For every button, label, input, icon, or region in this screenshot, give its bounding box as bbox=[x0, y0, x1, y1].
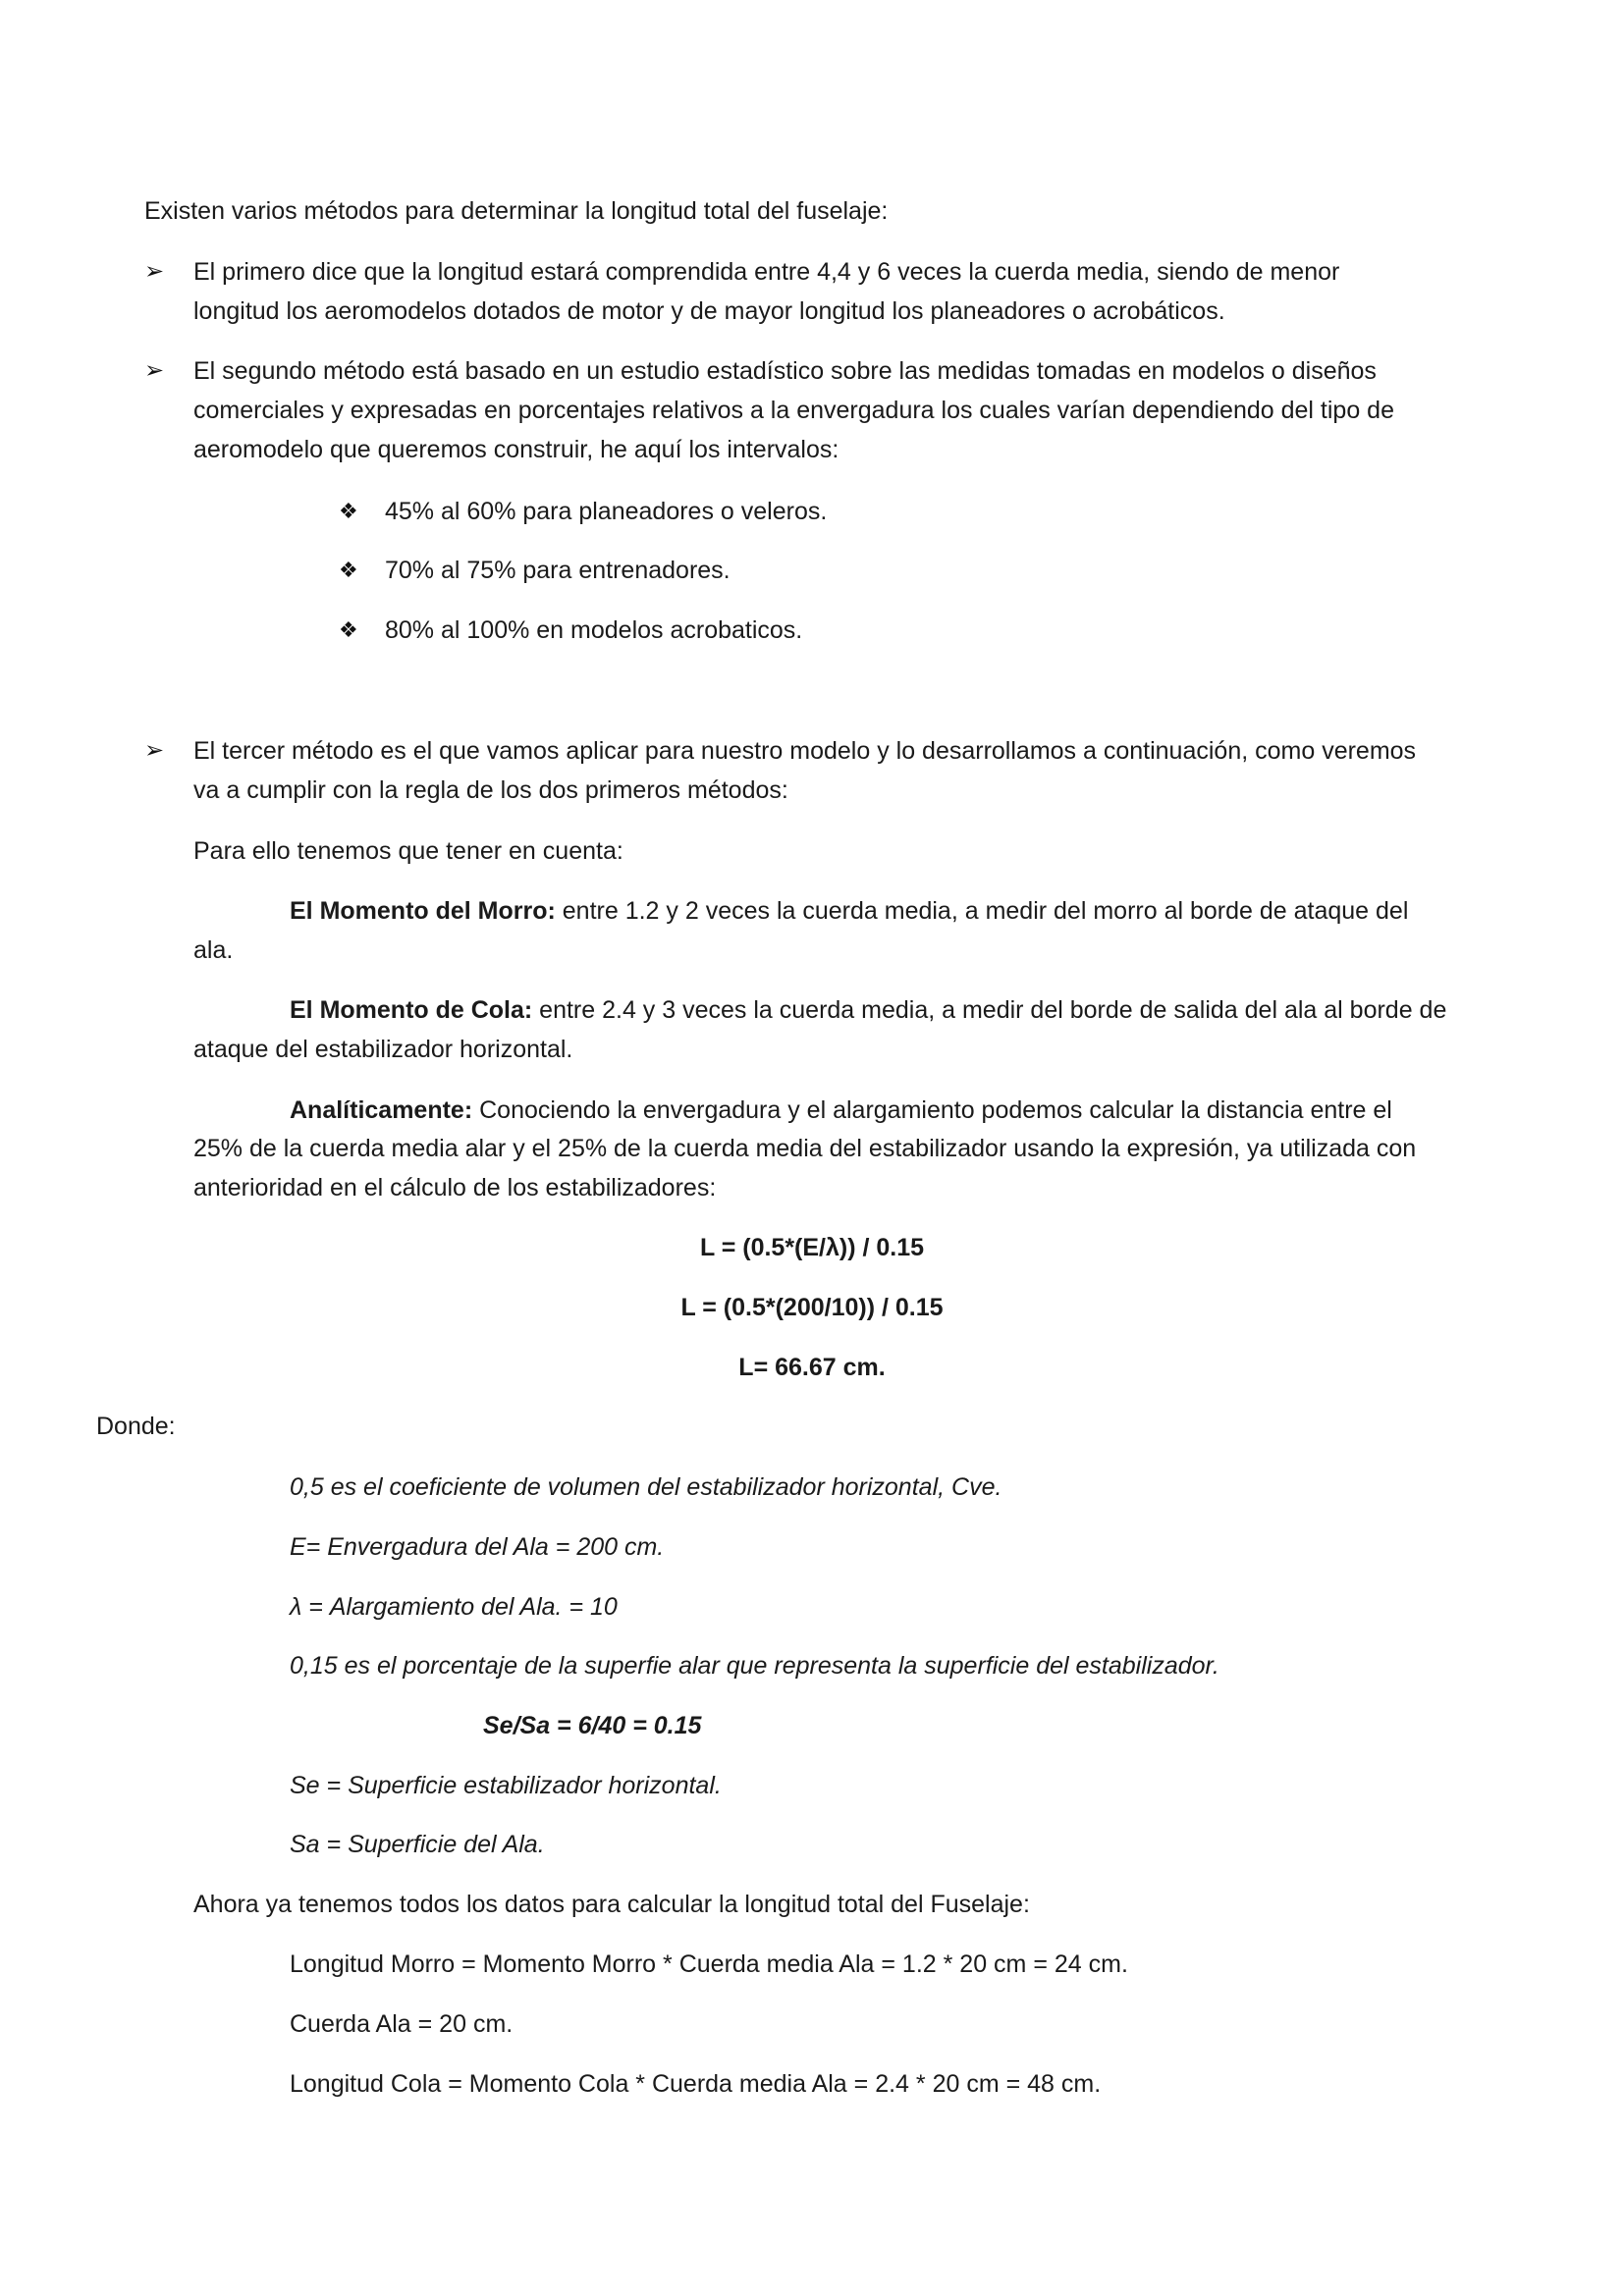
method1-line1: El primero dice que la longitud estará comprendida entre 4,4 y 6 veces la cuerda media, siendo de menor bbox=[193, 258, 1340, 286]
arrow-bullet-icon: ➢ bbox=[144, 258, 165, 285]
formula-result: L= 66.67 cm. bbox=[738, 1354, 886, 1381]
method1-line2: longitud los aeromodelos dotados de motor y de mayor longitud los planeadores o acrobáticos. bbox=[193, 297, 1225, 325]
ratio-formula: Se/Sa = 6/40 = 0.15 bbox=[483, 1712, 702, 1739]
sa-definition: Sa = Superficie del Ala. bbox=[290, 1831, 545, 1858]
formula-general: L = (0.5*(E/λ)) / 0.15 bbox=[699, 1234, 925, 1261]
longitud-morro: Longitud Morro = Momento Morro * Cuerda media Ala = 1.2 * 20 cm = 24 cm. bbox=[290, 1950, 1128, 1978]
method2-line1: El segundo método está basado en un estudio estadístico sobre las medidas tomadas en modelos o diseños bbox=[193, 357, 1377, 385]
diamond-bullet-icon: ❖ bbox=[339, 617, 358, 642]
totals-intro: Ahora ya tenemos todos los datos para calcular la longitud total del Fuselaje: bbox=[193, 1891, 1030, 1918]
cola-paragraph bbox=[290, 995, 1446, 1025]
cuerda-ala: Cuerda Ala = 20 cm. bbox=[290, 2010, 514, 2038]
interval-item: 45% al 60% para planeadores o veleros. bbox=[385, 498, 828, 525]
analitica-paragraph bbox=[290, 1095, 1392, 1125]
cola-continuation: ataque del estabilizador horizontal. bbox=[193, 1036, 573, 1063]
longitud-cola: Longitud Cola = Momento Cola * Cuerda media Ala = 2.4 * 20 cm = 48 cm. bbox=[290, 2070, 1102, 2098]
interval-item: 70% al 75% para entrenadores. bbox=[385, 557, 731, 584]
morro-label: El Momento del Morro: bbox=[290, 897, 556, 925]
method2-line3: aeromodelo que queremos construir, he aquí los intervalos: bbox=[193, 436, 839, 463]
method3-line2: va a cumplir con la regla de los dos primeros métodos: bbox=[193, 776, 788, 804]
method3-line1: El tercer método es el que vamos aplicar para nuestro modelo y lo desarrollamos a continuación, como veremos bbox=[193, 737, 1417, 765]
consider-text: Para ello tenemos que tener en cuenta: bbox=[193, 837, 623, 865]
analitica-text: Conociendo la envergadura y el alargamiento podemos calcular la distancia entre el bbox=[472, 1096, 1392, 1124]
cola-label: El Momento de Cola: bbox=[290, 996, 533, 1024]
morro-continuation: ala. bbox=[193, 936, 234, 964]
donde-item: 0,5 es el coeficiente de volumen del estabilizador horizontal, Cve. bbox=[290, 1473, 1002, 1501]
intro-text: Existen varios métodos para determinar la longitud total del fuselaje: bbox=[144, 197, 889, 225]
formula-substituted: L = (0.5*(200/10)) / 0.15 bbox=[680, 1294, 944, 1321]
se-definition: Se = Superficie estabilizador horizontal. bbox=[290, 1772, 722, 1799]
donde-item: E= Envergadura del Ala = 200 cm. bbox=[290, 1533, 665, 1561]
analitica-line2: 25% de la cuerda media alar y el 25% de la cuerda media del estabilizador usando la expresión, ya utilizada con bbox=[193, 1135, 1417, 1162]
donde-item: 0,15 es el porcentaje de la superfie alar que representa la superficie del estabilizador. bbox=[290, 1652, 1219, 1680]
donde-item: λ = Alargamiento del Ala. = 10 bbox=[290, 1593, 618, 1621]
diamond-bullet-icon: ❖ bbox=[339, 499, 358, 523]
arrow-bullet-icon: ➢ bbox=[144, 357, 165, 384]
cola-text: entre 2.4 y 3 veces la cuerda media, a medir del borde de salida del ala al borde de bbox=[532, 996, 1447, 1024]
arrow-bullet-icon: ➢ bbox=[144, 737, 165, 764]
analitica-line3: anterioridad en el cálculo de los estabilizadores: bbox=[193, 1174, 717, 1201]
morro-paragraph bbox=[290, 896, 1408, 926]
donde-label: Donde: bbox=[96, 1413, 176, 1440]
analitica-label: Analíticamente: bbox=[290, 1096, 473, 1124]
morro-text: entre 1.2 y 2 veces la cuerda media, a medir del morro al borde de ataque del bbox=[555, 897, 1409, 925]
method2-line2: comerciales y expresadas en porcentajes relativos a la envergadura los cuales varían dependiendo del tipo de bbox=[193, 397, 1394, 424]
interval-item: 80% al 100% en modelos acrobaticos. bbox=[385, 616, 803, 644]
diamond-bullet-icon: ❖ bbox=[339, 558, 358, 582]
